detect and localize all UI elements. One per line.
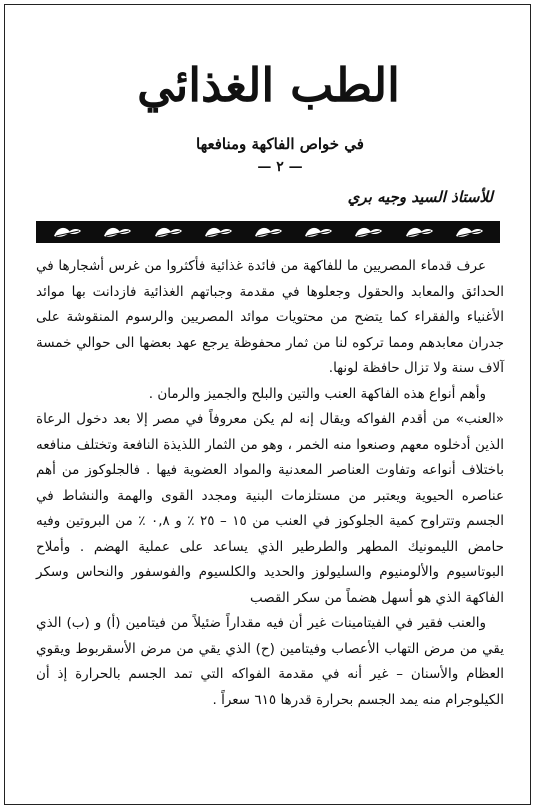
article-subtitle: في خواص الفاكهة ومنافعها	[196, 135, 364, 153]
author-byline: للأستاذ السيد وجيه بري	[347, 188, 493, 206]
paragraph-grape-vitamins: والعنب فقير في الفيتامينات غير أن فيه مقداراً ضئيلاً من فيتامين (أ) و (ب) الذي يقي من مرض التهاب الأعصاب وفيتامين (ح) الذي يقي من مرض الأسقربوط ويقوي العظام والأسنان – غير أنه في مقدمة الفواكه التي تمد الجسم بالحرارة إذ أن الكيلوجرام منه يمد الجسم بحرارة قدرها ٦١٥ سعراً .	[36, 615, 504, 708]
ornament-band	[36, 221, 500, 243]
leaf-ornament-icon	[50, 224, 84, 240]
article-title: الطب الغذائي	[137, 58, 400, 112]
leaf-ornament-icon	[351, 224, 385, 240]
leaf-ornament-icon	[251, 224, 285, 240]
leaf-ornament-icon	[402, 224, 436, 240]
leaf-ornament-icon	[201, 224, 235, 240]
part-number: — ٢ —	[257, 159, 303, 175]
leaf-ornament-icon	[301, 224, 335, 240]
paragraph-grapes: «العنب» من أقدم الفواكه ويقال إنه لم يكن معروفاً في مصر إلا بعد دخول الرعاة الذين أدخلوه معهم وصنعوا منه الخمر ، وهو من الثمار اللذيذة النافعة وتختلف منافعه باختلاف أنواعه وتفاوت العناصر المعدنية والمواد العضوية فيها . فالجلوكوز من أهم عناصره الحيوية ويعتبر من مستلزمات البنية ومجدد القوى والهمة والنشاط في الجسم وتتراوح كمية الجلوكوز في العنب من ١٥ – ٢٥ ٪ و ٠,٨ ٪ من البروتين وفيه حامض الليمونيك المطهر والطرطير الذي يساعد على عملية الهضم . وأملاح البوتاسيوم والألومنيوم والسليولوز والحديد والكلسيوم والفوسفور والنحاس وسكر الفاكهة الذي هو أسهل هضماً من سكر القصب	[36, 411, 504, 606]
article-body	[36, 254, 504, 713]
paragraph-intro: عرف قدماء المصريين ما للفاكهة من فائدة غذائية فأكثروا من غرس أشجارها في الحدائق والمعابد والحقول وجعلوها في مقدمة وجباتهم الغذائية فازدانت بها موائد الأغنياء والفقراء كما يتضح من محتويات موائد المصريين والرسوم المنقوشة على جدران معابدهم ومما تركوه لنا من ثمار محفوظة يرجع عهد بعضها الى حوالي خمسة آلاف سنة ولا تزال حافظة لونها.	[36, 258, 504, 376]
leaf-ornament-icon	[151, 224, 185, 240]
paragraph-fruit-types: وأهم أنواع هذه الفاكهة العنب والتين والبلح والجميز والرمان .	[148, 385, 486, 402]
leaf-ornament-icon	[100, 224, 134, 240]
leaf-ornament-icon	[452, 224, 486, 240]
